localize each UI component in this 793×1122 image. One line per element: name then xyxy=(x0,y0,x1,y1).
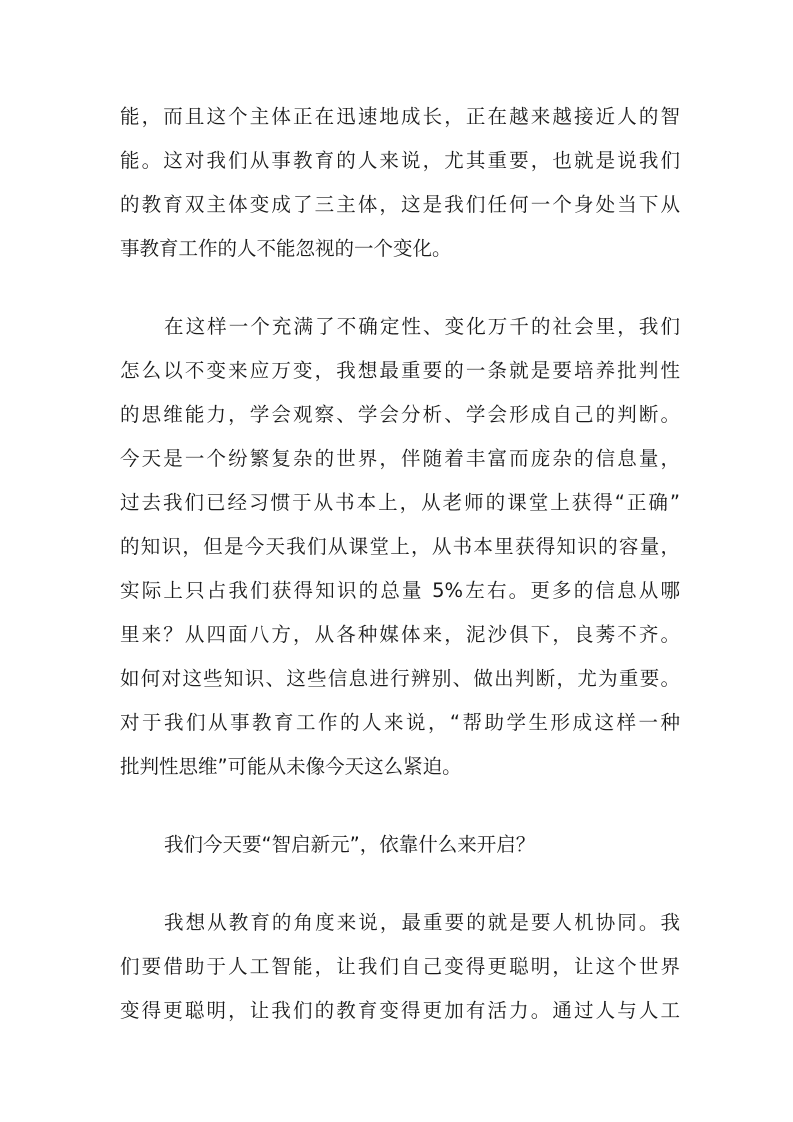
paragraph-2-line-8: 里来？从四面八方，从各种媒体来，泥沙俱下，良莠不齐。 xyxy=(120,623,680,646)
paragraph-1-line-3: 的教育双主体变成了三主体，这是我们任何一个身处当下从 xyxy=(120,193,680,216)
paragraph-3-line-1: 我们今天要“智启新元”，依靠什么来开启？ xyxy=(164,833,536,856)
paragraph-4-line-2: 们要借助于人工智能，让我们自己变得更聪明，让这个世界 xyxy=(120,955,680,978)
paragraph-2-line-10: 对于我们从事教育工作的人来说，“帮助学生形成这样一种 xyxy=(120,711,680,734)
paragraph-2-line-2: 怎么以不变来应万变，我想最重要的一条就是要培养批判性 xyxy=(120,359,680,382)
paragraph-2-line-1: 在这样一个充满了不确定性、变化万千的社会里，我们 xyxy=(164,315,680,338)
paragraph-2-line-4: 今天是一个纷繁复杂的世界，伴随着丰富而庞杂的信息量， xyxy=(120,447,680,470)
paragraph-4-line-3: 变得更聪明，让我们的教育变得更加有活力。通过人与人工 xyxy=(120,999,680,1022)
paragraph-1-line-1: 能，而且这个主体正在迅速地成长，正在越来越接近人的智 xyxy=(120,105,680,128)
paragraph-2-line-6: 的知识，但是今天我们从课堂上，从书本里获得知识的容量， xyxy=(120,535,680,558)
paragraph-1-line-4: 事教育工作的人不能忽视的一个变化。 xyxy=(120,237,452,260)
paragraph-2-line-9: 如何对这些知识、这些信息进行辨别、做出判断，尤为重要。 xyxy=(120,667,680,690)
paragraph-2-line-3: 的思维能力，学会观察、学会分析、学会形成自己的判断。 xyxy=(120,403,680,426)
paragraph-4-line-1: 我想从教育的角度来说，最重要的就是要人机协同。我 xyxy=(164,911,680,934)
paragraph-2-line-7: 实际上只占我们获得知识的总量 5%左右。更多的信息从哪 xyxy=(120,579,680,602)
paragraph-2-line-11: 批判性思维”可能从未像今天这么紧迫。 xyxy=(120,755,462,778)
paragraph-2-line-5: 过去我们已经习惯于从书本上，从老师的课堂上获得“正确” xyxy=(120,491,680,514)
paragraph-1-line-2: 能。这对我们从事教育的人来说，尤其重要，也就是说我们 xyxy=(120,149,680,172)
